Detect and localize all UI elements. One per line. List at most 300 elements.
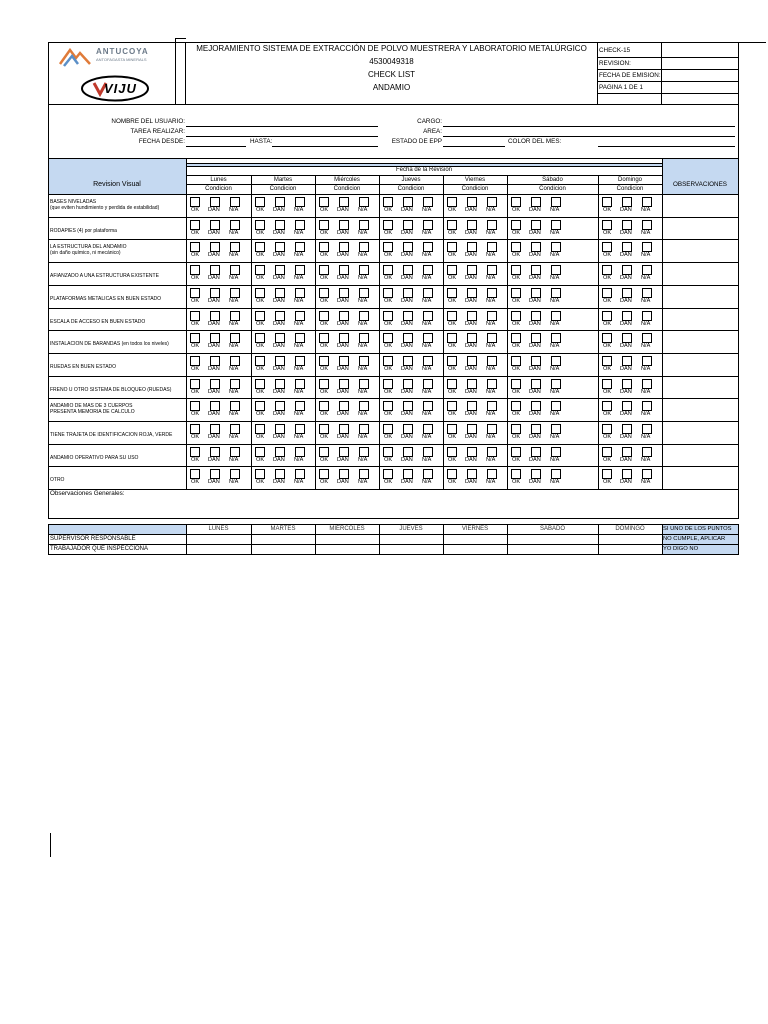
checkbox-dan[interactable] bbox=[531, 401, 541, 411]
checkbox-na[interactable] bbox=[230, 265, 240, 275]
checkbox-ok[interactable] bbox=[255, 333, 265, 343]
checkbox-na[interactable] bbox=[295, 288, 305, 298]
checkbox-ok[interactable] bbox=[383, 447, 393, 457]
checkbox-dan[interactable] bbox=[403, 288, 413, 298]
checkbox-dan[interactable] bbox=[210, 265, 220, 275]
area-input[interactable] bbox=[443, 136, 735, 137]
checkbox-ok[interactable] bbox=[447, 265, 457, 275]
divider bbox=[48, 518, 739, 519]
checkbox-na[interactable] bbox=[423, 311, 433, 321]
check-label: DAN bbox=[465, 230, 477, 236]
checkbox-ok[interactable] bbox=[383, 311, 393, 321]
checkbox-ok[interactable] bbox=[255, 242, 265, 252]
check-label: OK bbox=[448, 207, 457, 213]
checkbox-ok[interactable] bbox=[511, 356, 521, 366]
checkbox-na[interactable] bbox=[642, 288, 652, 298]
nombre-usuario-input[interactable] bbox=[186, 126, 378, 127]
check-label: N/A bbox=[641, 457, 651, 463]
checkbox-dan[interactable] bbox=[622, 265, 632, 275]
checkbox-ok[interactable] bbox=[511, 242, 521, 252]
checkbox-na[interactable] bbox=[551, 356, 561, 366]
checkbox-dan[interactable] bbox=[467, 401, 477, 411]
checkbox-dan[interactable] bbox=[531, 469, 541, 479]
checkbox-dan[interactable] bbox=[531, 356, 541, 366]
checkbox-dan[interactable] bbox=[622, 356, 632, 366]
checkbox-na[interactable] bbox=[423, 197, 433, 207]
checkbox-ok[interactable] bbox=[447, 379, 457, 389]
checkbox-ok[interactable] bbox=[190, 265, 200, 275]
checkbox-na[interactable] bbox=[551, 265, 561, 275]
checkbox-na[interactable] bbox=[359, 379, 369, 389]
checkbox-na[interactable] bbox=[230, 242, 240, 252]
checkbox-na[interactable] bbox=[295, 401, 305, 411]
checkbox-dan[interactable] bbox=[403, 220, 413, 230]
checkbox-na[interactable] bbox=[359, 424, 369, 434]
checkbox-na[interactable] bbox=[230, 288, 240, 298]
checkbox-ok[interactable] bbox=[511, 379, 521, 389]
checkbox-na[interactable] bbox=[230, 220, 240, 230]
checkbox-ok[interactable] bbox=[383, 265, 393, 275]
checkbox-ok[interactable] bbox=[447, 333, 457, 343]
checkbox-na[interactable] bbox=[487, 197, 497, 207]
checkbox-na[interactable] bbox=[487, 242, 497, 252]
checkbox-na[interactable] bbox=[487, 265, 497, 275]
checkbox-na[interactable] bbox=[423, 447, 433, 457]
checkbox-ok[interactable] bbox=[255, 311, 265, 321]
checkbox-ok[interactable] bbox=[190, 356, 200, 366]
row-label-3 bbox=[50, 273, 184, 279]
checkbox-dan[interactable] bbox=[467, 447, 477, 457]
checkbox-na[interactable] bbox=[359, 242, 369, 252]
checkbox-na[interactable] bbox=[487, 220, 497, 230]
checkbox-dan[interactable] bbox=[339, 379, 349, 389]
checkbox-na[interactable] bbox=[295, 424, 305, 434]
checkbox-dan[interactable] bbox=[339, 197, 349, 207]
checkbox-dan[interactable] bbox=[622, 379, 632, 389]
checkbox-na[interactable] bbox=[359, 220, 369, 230]
check-label: DAN bbox=[337, 230, 349, 236]
checkbox-dan[interactable] bbox=[403, 242, 413, 252]
check-label: DAN bbox=[529, 434, 541, 440]
check-label: OK bbox=[512, 321, 521, 327]
checkbox-ok[interactable] bbox=[447, 447, 457, 457]
checkbox-ok[interactable] bbox=[319, 265, 329, 275]
checkbox-na[interactable] bbox=[551, 333, 561, 343]
checkbox-ok[interactable] bbox=[383, 242, 393, 252]
checkbox-dan[interactable] bbox=[210, 220, 220, 230]
checkbox-ok[interactable] bbox=[190, 424, 200, 434]
checkbox-na[interactable] bbox=[359, 356, 369, 366]
checkbox-dan[interactable] bbox=[531, 447, 541, 457]
checkbox-ok[interactable] bbox=[602, 401, 612, 411]
checkbox-ok[interactable] bbox=[602, 447, 612, 457]
checkbox-na[interactable] bbox=[551, 469, 561, 479]
checkbox-ok[interactable] bbox=[383, 333, 393, 343]
checkbox-dan[interactable] bbox=[467, 333, 477, 343]
checkbox-na[interactable] bbox=[487, 447, 497, 457]
checkbox-dan[interactable] bbox=[467, 220, 477, 230]
checkbox-na[interactable] bbox=[551, 447, 561, 457]
checkbox-na[interactable] bbox=[359, 401, 369, 411]
check-label: OK bbox=[384, 298, 393, 304]
checkbox-ok[interactable] bbox=[602, 356, 612, 366]
checkbox-na[interactable] bbox=[487, 379, 497, 389]
checkbox-dan[interactable] bbox=[339, 356, 349, 366]
checkbox-dan[interactable] bbox=[622, 242, 632, 252]
checkbox-na[interactable] bbox=[551, 242, 561, 252]
checkbox-ok[interactable] bbox=[447, 311, 457, 321]
checkbox-dan[interactable] bbox=[210, 379, 220, 389]
checkbox-dan[interactable] bbox=[275, 379, 285, 389]
checkbox-ok[interactable] bbox=[319, 401, 329, 411]
checkbox-dan[interactable] bbox=[339, 220, 349, 230]
checkbox-dan[interactable] bbox=[403, 447, 413, 457]
checkbox-na[interactable] bbox=[487, 401, 497, 411]
checkbox-ok[interactable] bbox=[511, 311, 521, 321]
checkbox-ok[interactable] bbox=[255, 469, 265, 479]
checkbox-na[interactable] bbox=[295, 265, 305, 275]
checkbox-ok[interactable] bbox=[255, 197, 265, 207]
checkbox-dan[interactable] bbox=[622, 447, 632, 457]
checkbox-na[interactable] bbox=[359, 469, 369, 479]
checkbox-ok[interactable] bbox=[511, 333, 521, 343]
checkbox-ok[interactable] bbox=[511, 447, 521, 457]
checkbox-na[interactable] bbox=[642, 424, 652, 434]
checkbox-ok[interactable] bbox=[447, 288, 457, 298]
checkbox-na[interactable] bbox=[551, 424, 561, 434]
checkbox-dan[interactable] bbox=[210, 242, 220, 252]
tarea-realizar-input[interactable] bbox=[186, 136, 378, 137]
checkbox-na[interactable] bbox=[642, 469, 652, 479]
checkbox-na[interactable] bbox=[295, 469, 305, 479]
checkbox-na[interactable] bbox=[487, 424, 497, 434]
checkbox-ok[interactable] bbox=[383, 197, 393, 207]
checkbox-na[interactable] bbox=[423, 265, 433, 275]
checkbox-ok[interactable] bbox=[319, 356, 329, 366]
col-line bbox=[662, 158, 663, 163]
checkbox-ok[interactable] bbox=[255, 265, 265, 275]
checkbox-dan[interactable] bbox=[275, 356, 285, 366]
checkbox-dan[interactable] bbox=[467, 265, 477, 275]
checkbox-dan[interactable] bbox=[622, 288, 632, 298]
checkbox-dan[interactable] bbox=[403, 356, 413, 366]
check-label: N/A bbox=[641, 252, 651, 258]
checkbox-na[interactable] bbox=[551, 197, 561, 207]
checkbox-na[interactable] bbox=[423, 356, 433, 366]
checkbox-ok[interactable] bbox=[602, 197, 612, 207]
checkbox-na[interactable] bbox=[487, 288, 497, 298]
checkbox-ok[interactable] bbox=[602, 333, 612, 343]
checkbox-ok[interactable] bbox=[383, 401, 393, 411]
checkbox-ok[interactable] bbox=[383, 379, 393, 389]
checkbox-dan[interactable] bbox=[275, 333, 285, 343]
checkbox-dan[interactable] bbox=[403, 469, 413, 479]
checkbox-dan[interactable] bbox=[275, 401, 285, 411]
checkbox-ok[interactable] bbox=[255, 379, 265, 389]
checkbox-dan[interactable] bbox=[467, 197, 477, 207]
checkbox-dan[interactable] bbox=[275, 220, 285, 230]
checkbox-ok[interactable] bbox=[190, 469, 200, 479]
checkbox-dan[interactable] bbox=[531, 424, 541, 434]
checkbox-ok[interactable] bbox=[511, 288, 521, 298]
checkbox-na[interactable] bbox=[230, 333, 240, 343]
checkbox-na[interactable] bbox=[230, 469, 240, 479]
checkbox-ok[interactable] bbox=[447, 356, 457, 366]
checkbox-ok[interactable] bbox=[511, 469, 521, 479]
checkbox-dan[interactable] bbox=[403, 424, 413, 434]
checkbox-dan[interactable] bbox=[210, 356, 220, 366]
checkbox-na[interactable] bbox=[359, 333, 369, 343]
checkbox-na[interactable] bbox=[487, 469, 497, 479]
checkbox-na[interactable] bbox=[642, 311, 652, 321]
checkbox-dan[interactable] bbox=[467, 356, 477, 366]
checkbox-dan[interactable] bbox=[467, 469, 477, 479]
checkbox-dan[interactable] bbox=[275, 288, 285, 298]
checkbox-ok[interactable] bbox=[447, 424, 457, 434]
checkbox-dan[interactable] bbox=[403, 379, 413, 389]
checkbox-dan[interactable] bbox=[531, 379, 541, 389]
checkbox-ok[interactable] bbox=[602, 379, 612, 389]
checkbox-dan[interactable] bbox=[339, 447, 349, 457]
checkbox-ok[interactable] bbox=[319, 288, 329, 298]
checkbox-dan[interactable] bbox=[531, 220, 541, 230]
checkbox-dan[interactable] bbox=[275, 447, 285, 457]
checkbox-dan[interactable] bbox=[210, 424, 220, 434]
checkbox-dan[interactable] bbox=[275, 197, 285, 207]
checkbox-ok[interactable] bbox=[511, 220, 521, 230]
checkbox-dan[interactable] bbox=[531, 333, 541, 343]
checkbox-dan[interactable] bbox=[531, 265, 541, 275]
checkbox-dan[interactable] bbox=[275, 242, 285, 252]
checkbox-na[interactable] bbox=[642, 356, 652, 366]
checkbox-ok[interactable] bbox=[190, 447, 200, 457]
checkbox-ok[interactable] bbox=[602, 242, 612, 252]
checkbox-na[interactable] bbox=[230, 401, 240, 411]
checkbox-ok[interactable] bbox=[447, 469, 457, 479]
checkbox-ok[interactable] bbox=[255, 356, 265, 366]
checkbox-dan[interactable] bbox=[467, 379, 477, 389]
checkbox-na[interactable] bbox=[423, 288, 433, 298]
checkbox-ok[interactable] bbox=[255, 220, 265, 230]
checkbox-na[interactable] bbox=[642, 379, 652, 389]
checkbox-na[interactable] bbox=[423, 401, 433, 411]
checkbox-ok[interactable] bbox=[511, 424, 521, 434]
checkbox-dan[interactable] bbox=[210, 197, 220, 207]
checkbox-ok[interactable] bbox=[602, 469, 612, 479]
estado-epp-input[interactable] bbox=[443, 146, 505, 147]
checkbox-ok[interactable] bbox=[383, 424, 393, 434]
checkbox-ok[interactable] bbox=[602, 288, 612, 298]
checkbox-ok[interactable] bbox=[319, 424, 329, 434]
checkbox-ok[interactable] bbox=[447, 242, 457, 252]
checkbox-na[interactable] bbox=[359, 197, 369, 207]
checkbox-na[interactable] bbox=[642, 401, 652, 411]
checkbox-na[interactable] bbox=[295, 447, 305, 457]
checkbox-dan[interactable] bbox=[210, 311, 220, 321]
checkbox-dan[interactable] bbox=[339, 333, 349, 343]
checkbox-ok[interactable] bbox=[602, 424, 612, 434]
checkbox-ok[interactable] bbox=[319, 447, 329, 457]
cargo-input[interactable] bbox=[443, 126, 735, 127]
checkbox-ok[interactable] bbox=[255, 288, 265, 298]
checkbox-dan[interactable] bbox=[467, 424, 477, 434]
checkbox-dan[interactable] bbox=[531, 311, 541, 321]
checkbox-ok[interactable] bbox=[190, 311, 200, 321]
checkbox-na[interactable] bbox=[359, 311, 369, 321]
checkbox-dan[interactable] bbox=[403, 333, 413, 343]
checkbox-ok[interactable] bbox=[511, 401, 521, 411]
checkbox-na[interactable] bbox=[551, 220, 561, 230]
checkbox-na[interactable] bbox=[642, 242, 652, 252]
checkbox-ok[interactable] bbox=[319, 333, 329, 343]
checkbox-dan[interactable] bbox=[275, 311, 285, 321]
checkbox-dan[interactable] bbox=[622, 197, 632, 207]
checkbox-na[interactable] bbox=[230, 197, 240, 207]
checkbox-ok[interactable] bbox=[255, 447, 265, 457]
checkbox-na[interactable] bbox=[642, 220, 652, 230]
checkbox-na[interactable] bbox=[642, 265, 652, 275]
checkbox-dan[interactable] bbox=[622, 469, 632, 479]
checkbox-ok[interactable] bbox=[511, 265, 521, 275]
checkbox-na[interactable] bbox=[295, 242, 305, 252]
checkbox-ok[interactable] bbox=[255, 401, 265, 411]
checkbox-dan[interactable] bbox=[531, 197, 541, 207]
checkbox-na[interactable] bbox=[423, 242, 433, 252]
checkbox-na[interactable] bbox=[423, 424, 433, 434]
check-label: DAN bbox=[273, 298, 285, 304]
checkbox-ok[interactable] bbox=[190, 401, 200, 411]
checkbox-na[interactable] bbox=[551, 311, 561, 321]
checkbox-na[interactable] bbox=[487, 333, 497, 343]
checkbox-ok[interactable] bbox=[602, 311, 612, 321]
checkbox-na[interactable] bbox=[551, 288, 561, 298]
checkbox-na[interactable] bbox=[642, 197, 652, 207]
checkbox-ok[interactable] bbox=[255, 424, 265, 434]
checkbox-dan[interactable] bbox=[622, 311, 632, 321]
checkbox-dan[interactable] bbox=[622, 333, 632, 343]
checkbox-dan[interactable] bbox=[467, 311, 477, 321]
checkbox-na[interactable] bbox=[295, 311, 305, 321]
checkbox-na[interactable] bbox=[230, 356, 240, 366]
checkbox-dan[interactable] bbox=[531, 242, 541, 252]
checkbox-na[interactable] bbox=[295, 197, 305, 207]
checkbox-dan[interactable] bbox=[403, 197, 413, 207]
check-label: DAN bbox=[529, 389, 541, 395]
checkbox-na[interactable] bbox=[230, 447, 240, 457]
checkbox-na[interactable] bbox=[230, 311, 240, 321]
checkbox-na[interactable] bbox=[230, 379, 240, 389]
checkbox-dan[interactable] bbox=[210, 333, 220, 343]
checkbox-dan[interactable] bbox=[339, 469, 349, 479]
checkbox-na[interactable] bbox=[423, 333, 433, 343]
checkbox-dan[interactable] bbox=[339, 311, 349, 321]
checkbox-dan[interactable] bbox=[339, 265, 349, 275]
checkbox-dan[interactable] bbox=[275, 265, 285, 275]
checkbox-ok[interactable] bbox=[319, 242, 329, 252]
checkbox-dan[interactable] bbox=[339, 242, 349, 252]
checkbox-dan[interactable] bbox=[210, 469, 220, 479]
hasta-input[interactable] bbox=[272, 146, 378, 147]
checkbox-ok[interactable] bbox=[383, 220, 393, 230]
checkbox-na[interactable] bbox=[295, 356, 305, 366]
checkbox-dan[interactable] bbox=[467, 242, 477, 252]
checkbox-ok[interactable] bbox=[447, 197, 457, 207]
fecha-desde-input[interactable] bbox=[186, 146, 246, 147]
checkbox-ok[interactable] bbox=[319, 379, 329, 389]
checkbox-dan[interactable] bbox=[403, 311, 413, 321]
checkbox-na[interactable] bbox=[359, 265, 369, 275]
checkbox-dan[interactable] bbox=[275, 469, 285, 479]
check-label: DAN bbox=[465, 321, 477, 327]
checkbox-ok[interactable] bbox=[319, 311, 329, 321]
checkbox-dan[interactable] bbox=[275, 424, 285, 434]
checkbox-ok[interactable] bbox=[190, 197, 200, 207]
checkbox-na[interactable] bbox=[295, 220, 305, 230]
checkbox-na[interactable] bbox=[295, 379, 305, 389]
checkbox-dan[interactable] bbox=[467, 288, 477, 298]
color-mes-input[interactable] bbox=[598, 146, 735, 147]
checkbox-ok[interactable] bbox=[602, 220, 612, 230]
check-label: OK bbox=[384, 411, 393, 417]
checkbox-na[interactable] bbox=[359, 288, 369, 298]
checkbox-ok[interactable] bbox=[190, 242, 200, 252]
checkbox-ok[interactable] bbox=[447, 220, 457, 230]
checkbox-dan[interactable] bbox=[339, 401, 349, 411]
check-label: OK bbox=[448, 252, 457, 258]
checkbox-na[interactable] bbox=[487, 311, 497, 321]
checkbox-dan[interactable] bbox=[210, 288, 220, 298]
checkbox-dan[interactable] bbox=[210, 401, 220, 411]
checkbox-ok[interactable] bbox=[447, 401, 457, 411]
checkbox-dan[interactable] bbox=[622, 220, 632, 230]
checkbox-dan[interactable] bbox=[622, 401, 632, 411]
checkbox-ok[interactable] bbox=[511, 197, 521, 207]
checkbox-ok[interactable] bbox=[190, 333, 200, 343]
checkbox-na[interactable] bbox=[551, 401, 561, 411]
check-label: OK bbox=[384, 434, 393, 440]
checkbox-na[interactable] bbox=[423, 379, 433, 389]
checkbox-ok[interactable] bbox=[383, 469, 393, 479]
checkbox-dan[interactable] bbox=[403, 265, 413, 275]
checkbox-ok[interactable] bbox=[190, 379, 200, 389]
checkbox-dan[interactable] bbox=[339, 288, 349, 298]
checkbox-ok[interactable] bbox=[319, 197, 329, 207]
checkbox-ok[interactable] bbox=[383, 288, 393, 298]
checkbox-na[interactable] bbox=[230, 424, 240, 434]
checkbox-dan[interactable] bbox=[622, 424, 632, 434]
checkbox-dan[interactable] bbox=[339, 424, 349, 434]
checkbox-na[interactable] bbox=[295, 333, 305, 343]
checkbox-ok[interactable] bbox=[319, 469, 329, 479]
checkbox-na[interactable] bbox=[423, 469, 433, 479]
checkbox-dan[interactable] bbox=[210, 447, 220, 457]
checkbox-na[interactable] bbox=[359, 447, 369, 457]
check-label: DAN bbox=[465, 207, 477, 213]
checkbox-ok[interactable] bbox=[602, 265, 612, 275]
checkbox-na[interactable] bbox=[423, 220, 433, 230]
checkbox-na[interactable] bbox=[642, 447, 652, 457]
checkbox-ok[interactable] bbox=[190, 220, 200, 230]
checkbox-na[interactable] bbox=[487, 356, 497, 366]
checkbox-dan[interactable] bbox=[403, 401, 413, 411]
checkbox-na[interactable] bbox=[642, 333, 652, 343]
checkbox-na[interactable] bbox=[551, 379, 561, 389]
checkbox-ok[interactable] bbox=[383, 356, 393, 366]
checkbox-dan[interactable] bbox=[531, 288, 541, 298]
check-label: N/A bbox=[358, 434, 368, 440]
checkbox-ok[interactable] bbox=[319, 220, 329, 230]
checkbox-ok[interactable] bbox=[190, 288, 200, 298]
